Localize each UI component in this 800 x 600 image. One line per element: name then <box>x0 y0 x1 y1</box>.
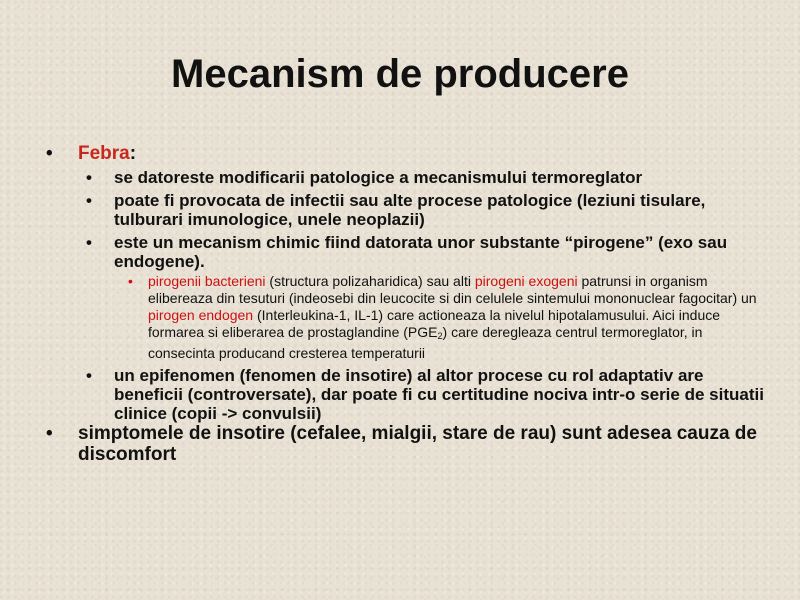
subscript-2: 2 <box>437 331 443 341</box>
subbullet-text: se datoreste modificarii patologice a mecanismului termoreglator <box>114 168 643 187</box>
febra-term: Febra <box>78 143 130 164</box>
text-part: patrunsi in organism elibereaza din tesuturi (indeosebi din leucocite si din celulele sintemului mononuclear fagocitar) un <box>148 273 757 306</box>
subsubbullet-pirogeni <box>44 273 764 362</box>
subbullet-1 <box>44 168 764 187</box>
bullet-dot: • <box>128 273 133 289</box>
bullet-dot: • <box>86 233 92 252</box>
pirogeni-exogeni: pirogeni exogeni <box>474 273 578 289</box>
subbullet-2 <box>44 191 764 229</box>
pirogen-endogen: pirogen endogen <box>148 307 254 323</box>
subbullet-text: poate fi provocata de infectii sau alte procese patologice (leziuni tisulare, tulburari imunologice, unele neoplazii) <box>114 191 706 229</box>
bullet-dot: • <box>86 191 92 210</box>
febra-colon: : <box>129 143 137 164</box>
pirogenii-bacterieni: pirogenii bacterieni <box>148 273 266 289</box>
slide-title: Mecanism de producere <box>171 52 629 96</box>
bullet-dot: • <box>46 423 53 444</box>
slide-body <box>44 143 764 465</box>
text-part: (Interleukina-1, IL-1) care actioneaza la nivelul hipotalamusului. Aici induce formarea si eliberarea de prostaglandine (PGE <box>148 307 721 340</box>
bullet-dot: • <box>86 168 92 187</box>
text-part: (structura polizaharidica) sau alti <box>265 273 475 289</box>
bullet-dot: • <box>86 366 92 385</box>
text-part: ) care deregleaza centrul termoreglator, in consecinta producand cresterea temperaturii <box>148 324 703 361</box>
bullet-dot: • <box>46 143 53 164</box>
subbullet-text: un epifenomen (fenomen de insotire) al altor procese cu rol adaptativ are beneficii (controversate), dar poate fi cu certitudine nociva intr-o serie de situatii clinice (copii -> convulsii) <box>114 366 764 423</box>
bullet-simptome <box>44 423 764 465</box>
subbullet-3 <box>44 233 764 271</box>
simptome-text: simptomele de insotire (cefalee, mialgii, stare de rau) sunt adesea cauza de discomfort <box>78 423 757 465</box>
subbullet-text: este un mecanism chimic fiind datorata unor substante “pirogene” (exo sau endogene). <box>114 233 728 271</box>
bullet-febra <box>44 143 764 164</box>
subbullet-4 <box>44 366 764 423</box>
